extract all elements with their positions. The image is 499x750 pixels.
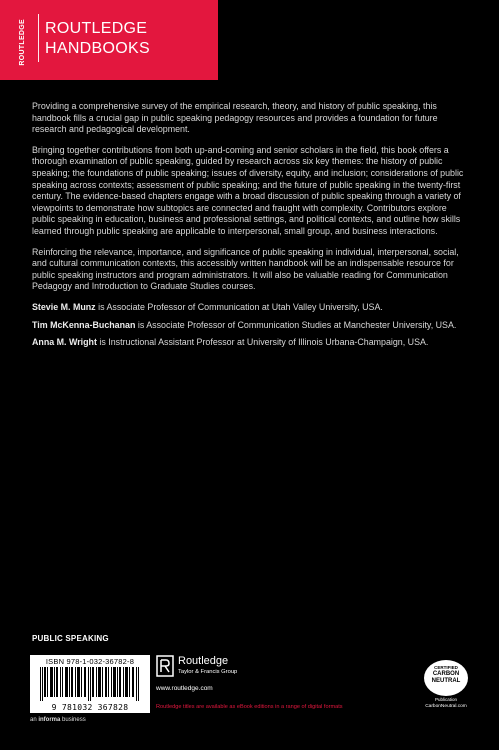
subject-category: PUBLIC SPEAKING — [32, 634, 109, 643]
informa-prefix: an — [30, 717, 39, 723]
carbon-url: CarbonNeutral.com — [425, 704, 467, 709]
isbn-digits: 9 781032 367828 — [51, 703, 129, 712]
bio-text: is Associate Professor of Communication Studies at Manchester University, USA. — [135, 319, 457, 330]
isbn-barcode — [30, 655, 150, 713]
brand-vertical-text: ROUTLEDGE — [18, 18, 26, 66]
informa-business-line — [30, 717, 86, 723]
carbon-certified: CERTIFIED — [434, 665, 458, 670]
routledge-logo-icon — [156, 655, 174, 677]
description-paragraph-3: Reinforcing the relevance, importance, and significance of public speaking in individual, interpersonal, social, and cultural communication contexts, this accessibly written handbook will be an indispensable resource for public speaking instructors and program administrators. It will also be valuable reading for Communication Pedagogy and Introduction to Graduate Studies courses. — [32, 246, 459, 292]
bio-text: is Instructional Assistant Professor at University of Illinois Urbana-Champaign, USA. — [96, 337, 429, 348]
description-paragraph-2: Bringing together contributions from both up-and-coming and senior scholars in the field, this book offers a thorough examination of public speaking, guided by research across six key themes: the history of public speaking; the foundations of public speaking; issues of diversity, equity, and inclusion; considerations of public speaking across contexts; assessment of public speaking; and the future of public speaking in the twenty-first century. The evidence-based chapters engage with a broad discussion of public speaking through a variety of viewpoints to demonstrate how subtopics are connected and fraught with complexity. Contributors explore public speaking in education, business and professional settings, and political contexts, and outline how skills learned through public speaking are applicable to interpersonal, small group, and business interactions. — [32, 144, 464, 236]
barcode-bars — [40, 667, 140, 701]
publisher-url[interactable]: www.routledge.com — [156, 685, 213, 692]
description-paragraph-1: Providing a comprehensive survey of the empirical research, theory, and history of public speaking, this handbook fills a crucial gap in public speaking pedagogy resources and provides a foundation for future research and pedagogical development. — [32, 101, 438, 135]
publisher-name: Routledge — [178, 655, 229, 667]
back-cover-text — [32, 101, 472, 355]
bio-name: Anna M. Wright — [32, 337, 97, 348]
brand-line1: ROUTLEDGE — [45, 20, 148, 37]
ebook-note: Routledge titles are available as eBook editions in a range of digital formats — [156, 704, 343, 710]
carbon-neutral-badge — [418, 660, 474, 709]
series-brand-block — [0, 0, 218, 80]
bio-name: Stevie M. Munz — [32, 301, 96, 312]
bio-name: Tim McKenna-Buchanan — [32, 319, 136, 330]
bio-editor-2 — [32, 320, 472, 332]
brand-divider — [38, 14, 39, 62]
bio-editor-3 — [32, 337, 472, 349]
bio-text: is Associate Professor of Communication at Utah Valley University, USA. — [95, 301, 383, 312]
carbon-neutral-text: CARBON NEUTRAL — [431, 671, 461, 684]
publisher-group: Taylor & Francis Group — [178, 669, 238, 675]
informa-suffix: business — [60, 717, 86, 723]
carbon-neutral-seal-icon — [424, 660, 468, 696]
brand-line2: HANDBOOKS — [45, 40, 150, 57]
bio-editor-1 — [32, 302, 472, 314]
brand-vertical-wordmark — [14, 14, 30, 70]
isbn-label: ISBN 978-1-032-36782-8 — [45, 657, 135, 666]
informa-word: informa — [38, 717, 61, 723]
carbon-publication: Publication — [434, 697, 457, 702]
